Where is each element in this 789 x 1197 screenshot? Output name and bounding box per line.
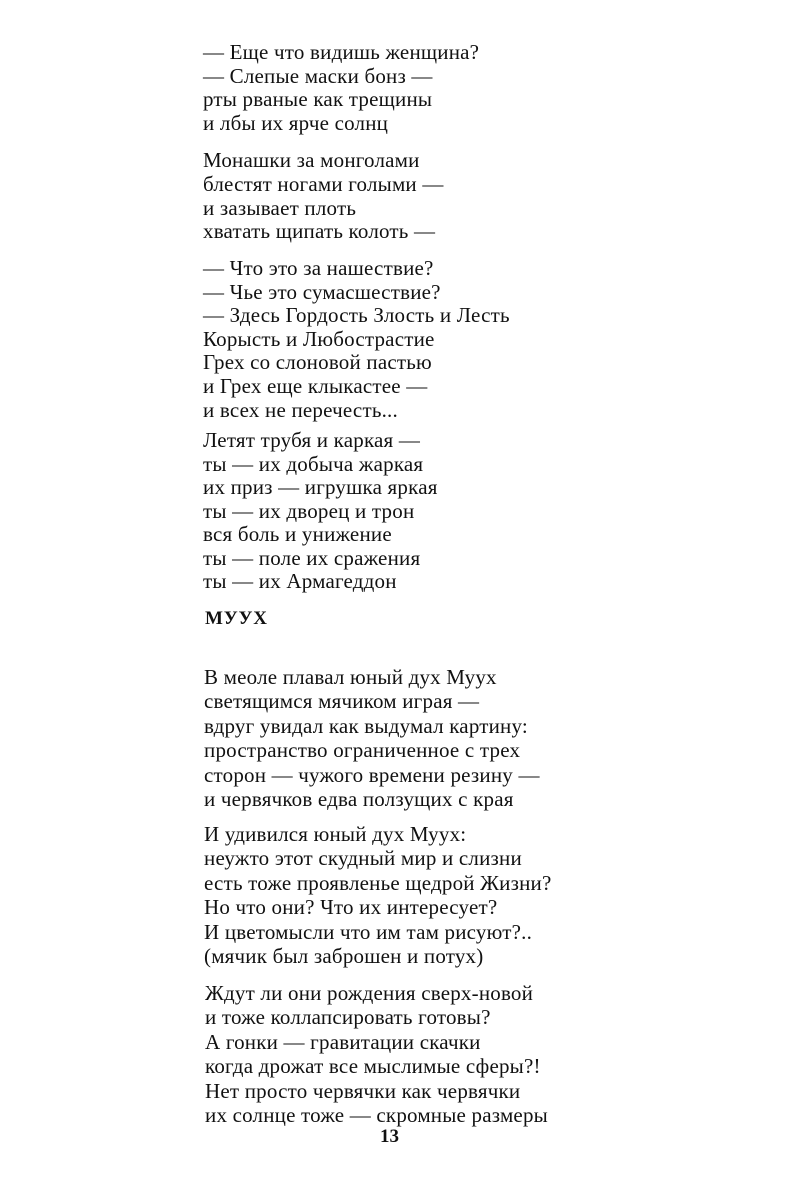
poem-line: — Что это за нашествие? [203, 256, 434, 280]
poem-line: и всех не перечесть... [203, 397, 398, 422]
poem-line: Корысть и Любострастие [203, 326, 435, 351]
stanza-3 [203, 257, 510, 422]
poem-line: — Слепые маски бонз — [203, 63, 433, 88]
poem-line: Летят трубя и каркая — [203, 428, 421, 452]
poem-line: — Здесь Гордость Злость и Лесть [203, 303, 510, 328]
poem-line: и тоже коллапсировать готовы? [205, 1005, 491, 1030]
poem-line: В меоле плавал юный дух Муух [204, 665, 497, 689]
poem-title: МУУХ [205, 608, 268, 629]
poem-line: сторон — чужого времени резину — [204, 762, 540, 787]
poem-line: Грех со слоновой пастью [203, 350, 432, 375]
poem-line: ты — их добыча жаркая [203, 451, 424, 476]
poem-line: ты — поле их сражения [203, 545, 421, 570]
poem-line: вся боль и унижение [203, 522, 392, 546]
poem2-stanza-3 [205, 981, 548, 1127]
poem-line: неужто этот скудный мир и слизни [204, 846, 522, 871]
poem-line: И цветомысли что им там рисуют?.. [204, 919, 533, 944]
poem-line: и Грех еще клыкастее — [203, 373, 428, 398]
page-number: 13 [380, 1126, 399, 1147]
poem-line: пространство ограниченное с трех [204, 738, 521, 763]
poem-line: — Чье это сумасшествие? [203, 279, 441, 304]
poem-line: их солнце тоже — скромные размеры [205, 1103, 548, 1128]
poem-line: когда дрожат все мыслимые сферы?! [205, 1054, 541, 1079]
poem-line: и зазывает плоть [203, 195, 357, 220]
poem-line: рты рваные как трещины [203, 87, 433, 112]
poem-line: А гонки — гравитации скачки [205, 1029, 481, 1054]
stanza-4 [203, 429, 438, 594]
poem-line: их приз — игрушка яркая [203, 475, 438, 499]
poem2-stanza-2 [204, 822, 552, 968]
poem-line: ты — их дворец и трон [203, 498, 415, 523]
poem-line: (мячик был заброшен и потух) [204, 944, 484, 969]
poem-line: и червячков едва ползущих с края [204, 787, 514, 812]
poem-line: Нет просто червячки как червячки [205, 1078, 521, 1103]
poem-line: ты — их Армагеддон [203, 569, 397, 593]
poem-line: И удивился юный дух Муух: [204, 822, 467, 846]
stanza-1 [203, 41, 479, 135]
poem-line: есть тоже проявленье щедрой Жизни? [204, 870, 552, 895]
poem-line: и лбы их ярче солнц [203, 110, 389, 135]
poem-line: Ждут ли они рождения сверх-новой [205, 981, 534, 1005]
poem-line: блестят ногами голыми — [203, 171, 444, 196]
poem-line: вдруг увидал как выдумал картину: [204, 713, 528, 738]
poem2-stanza-1 [204, 665, 540, 811]
poem-line: Но что они? Что их интересует? [204, 895, 498, 920]
poem-line: Монашки за монголами [203, 148, 420, 172]
stanza-2 [203, 149, 444, 244]
poem-line: — Еще что видишь женщина? [203, 40, 480, 64]
poem-line: хватать щипать колоть — [203, 219, 436, 244]
poem-line: светящимся мячиком играя — [204, 689, 480, 714]
